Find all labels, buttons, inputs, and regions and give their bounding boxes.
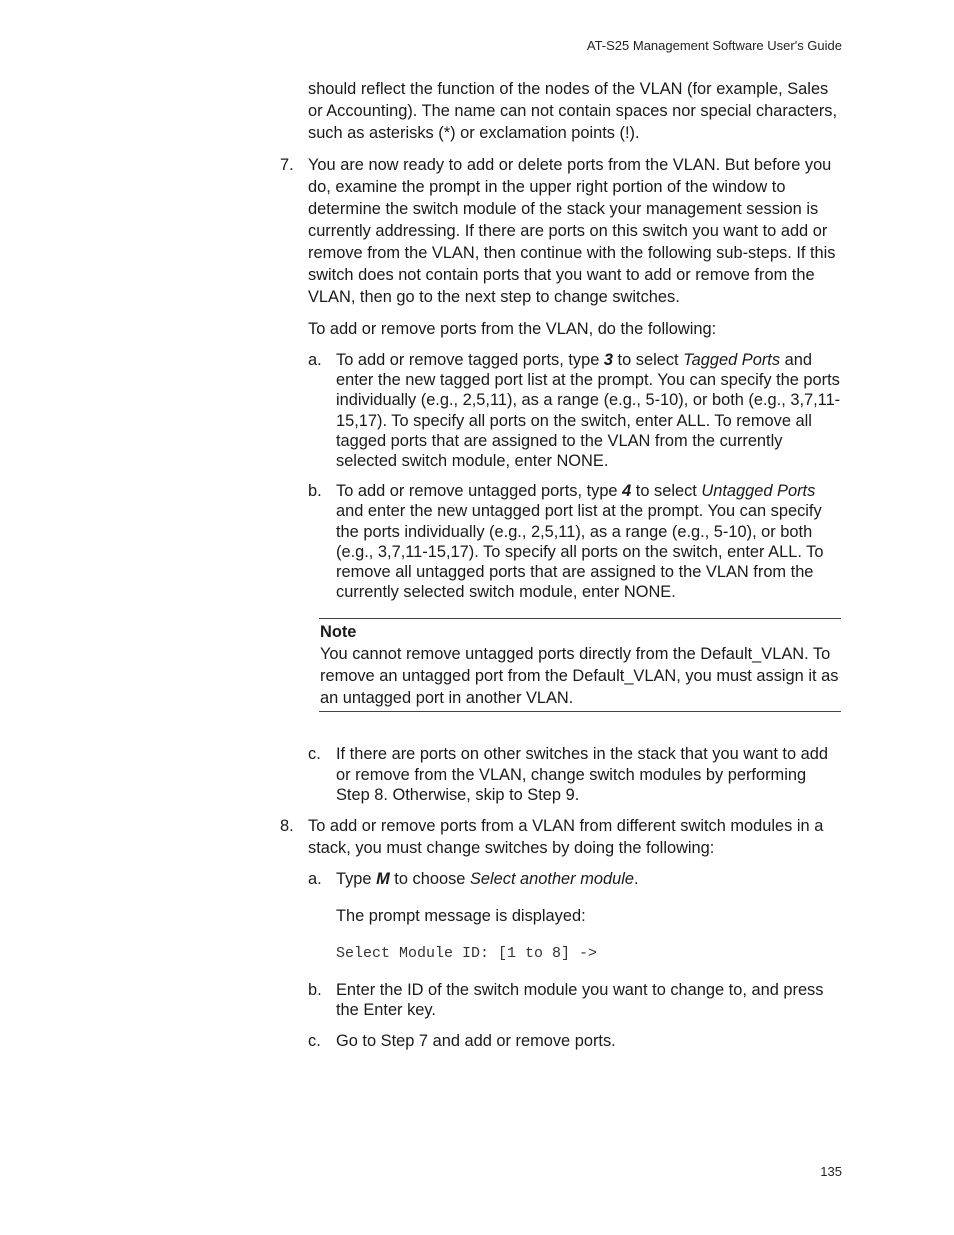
substep-text: Enter the ID of the switch module you want to change to, and press the Enter key. <box>336 981 824 1020</box>
menu-option-name: Select another module <box>469 870 634 889</box>
key-label: M <box>376 870 390 889</box>
substep-text-pre: Type <box>336 870 377 889</box>
step-number: 7. <box>280 156 294 174</box>
substep-8b <box>308 980 841 1020</box>
substep-label: b. <box>308 981 322 1000</box>
substep-label: b. <box>308 482 322 501</box>
substep-label: a. <box>308 870 322 889</box>
code-sample: Select Module ID: [1 to 8] -> <box>336 945 598 963</box>
substep-text-pre: To add or remove untagged ports, type <box>336 482 623 501</box>
key-label: 4 <box>622 482 632 501</box>
step-7 <box>280 154 841 308</box>
substep-text-mid: to select <box>613 351 684 369</box>
substep-text-post: . <box>633 870 639 889</box>
substep-text: Go to Step 7 and add or remove ports. <box>336 1031 616 1050</box>
substep-label: a. <box>308 351 322 369</box>
page-number: 135 <box>820 1164 842 1179</box>
substep-text-post: and enter the new untagged port list at the prompt. You can specify the ports individually (e.g., 2,5,11), as a range (e.g., 5-10), or both (e.g., 3,7,11-15,17). To specify all ports on the switch, enter ALL. To remove all untagged ports that are assigned to the VLAN from the currently selected switch module, enter NONE. <box>336 502 824 602</box>
substep-7a <box>308 350 841 471</box>
note-box <box>319 618 841 712</box>
substep-8a <box>308 869 841 889</box>
step-8-text: To add or remove ports from a VLAN from different switch modules in a stack, you must change switches by doing the following: <box>308 817 824 858</box>
substep-label: c. <box>308 1031 321 1050</box>
running-header: AT-S25 Management Software User's Guide <box>586 38 842 53</box>
menu-option-name: Untagged Ports <box>701 482 816 501</box>
substep-text: If there are ports on other switches in the stack that you want to add or remove from the VLAN, change switch modules by performing Step 8. Otherwise, skip to Step 9. <box>336 745 828 804</box>
key-label: 3 <box>603 351 613 369</box>
substep-label: c. <box>308 745 321 764</box>
substep-8c <box>308 1031 841 1051</box>
page-body <box>280 78 841 1061</box>
intro-paragraph: should reflect the function of the nodes of the VLAN (for example, Sales or Accounting). The name can not contain spaces nor special characters, such as asterisks (*) or exclamation points (!). <box>308 80 838 142</box>
substep-7c <box>308 744 841 805</box>
step-7-text: You are now ready to add or delete ports from the VLAN. But before you do, examine the prompt in the upper right portion of the window to determine the switch module of the stack your management session is currently addressing. If there are ports on this switch you want to add or remove from the VLAN, then continue with the following sub-steps. If this switch does not contain ports that you want to add or remove from the VLAN, then go to the next step to change switches. <box>308 156 836 306</box>
note-title: Note <box>320 623 357 642</box>
prompt-note: The prompt message is displayed: <box>336 907 586 926</box>
substep-text-pre: To add or remove tagged ports, type <box>336 351 604 369</box>
step-7-lead: To add or remove ports from the VLAN, do the following: <box>308 320 717 338</box>
substep-text-post: and enter the new tagged port list at the prompt. You can specify the ports individually (e.g., 2,5,11), as a range (e.g., 5-10), or both (e.g., 3,7,11-15,17). To specify all ports on the switch, enter ALL. To remove all tagged ports that are assigned to the VLAN from the currently selected switch module, enter NONE. <box>336 351 841 471</box>
substep-text-mid: to choose <box>389 870 470 889</box>
menu-option-name: Tagged Ports <box>683 351 781 369</box>
note-text: You cannot remove untagged ports directly from the Default_VLAN. To remove an untagged port from the Default_VLAN, you must assign it as an untagged port in another VLAN. <box>320 645 839 708</box>
step-number: 8. <box>280 817 294 836</box>
substep-text-mid: to select <box>631 482 702 501</box>
substep-7b <box>308 481 841 602</box>
step-8 <box>280 815 841 859</box>
